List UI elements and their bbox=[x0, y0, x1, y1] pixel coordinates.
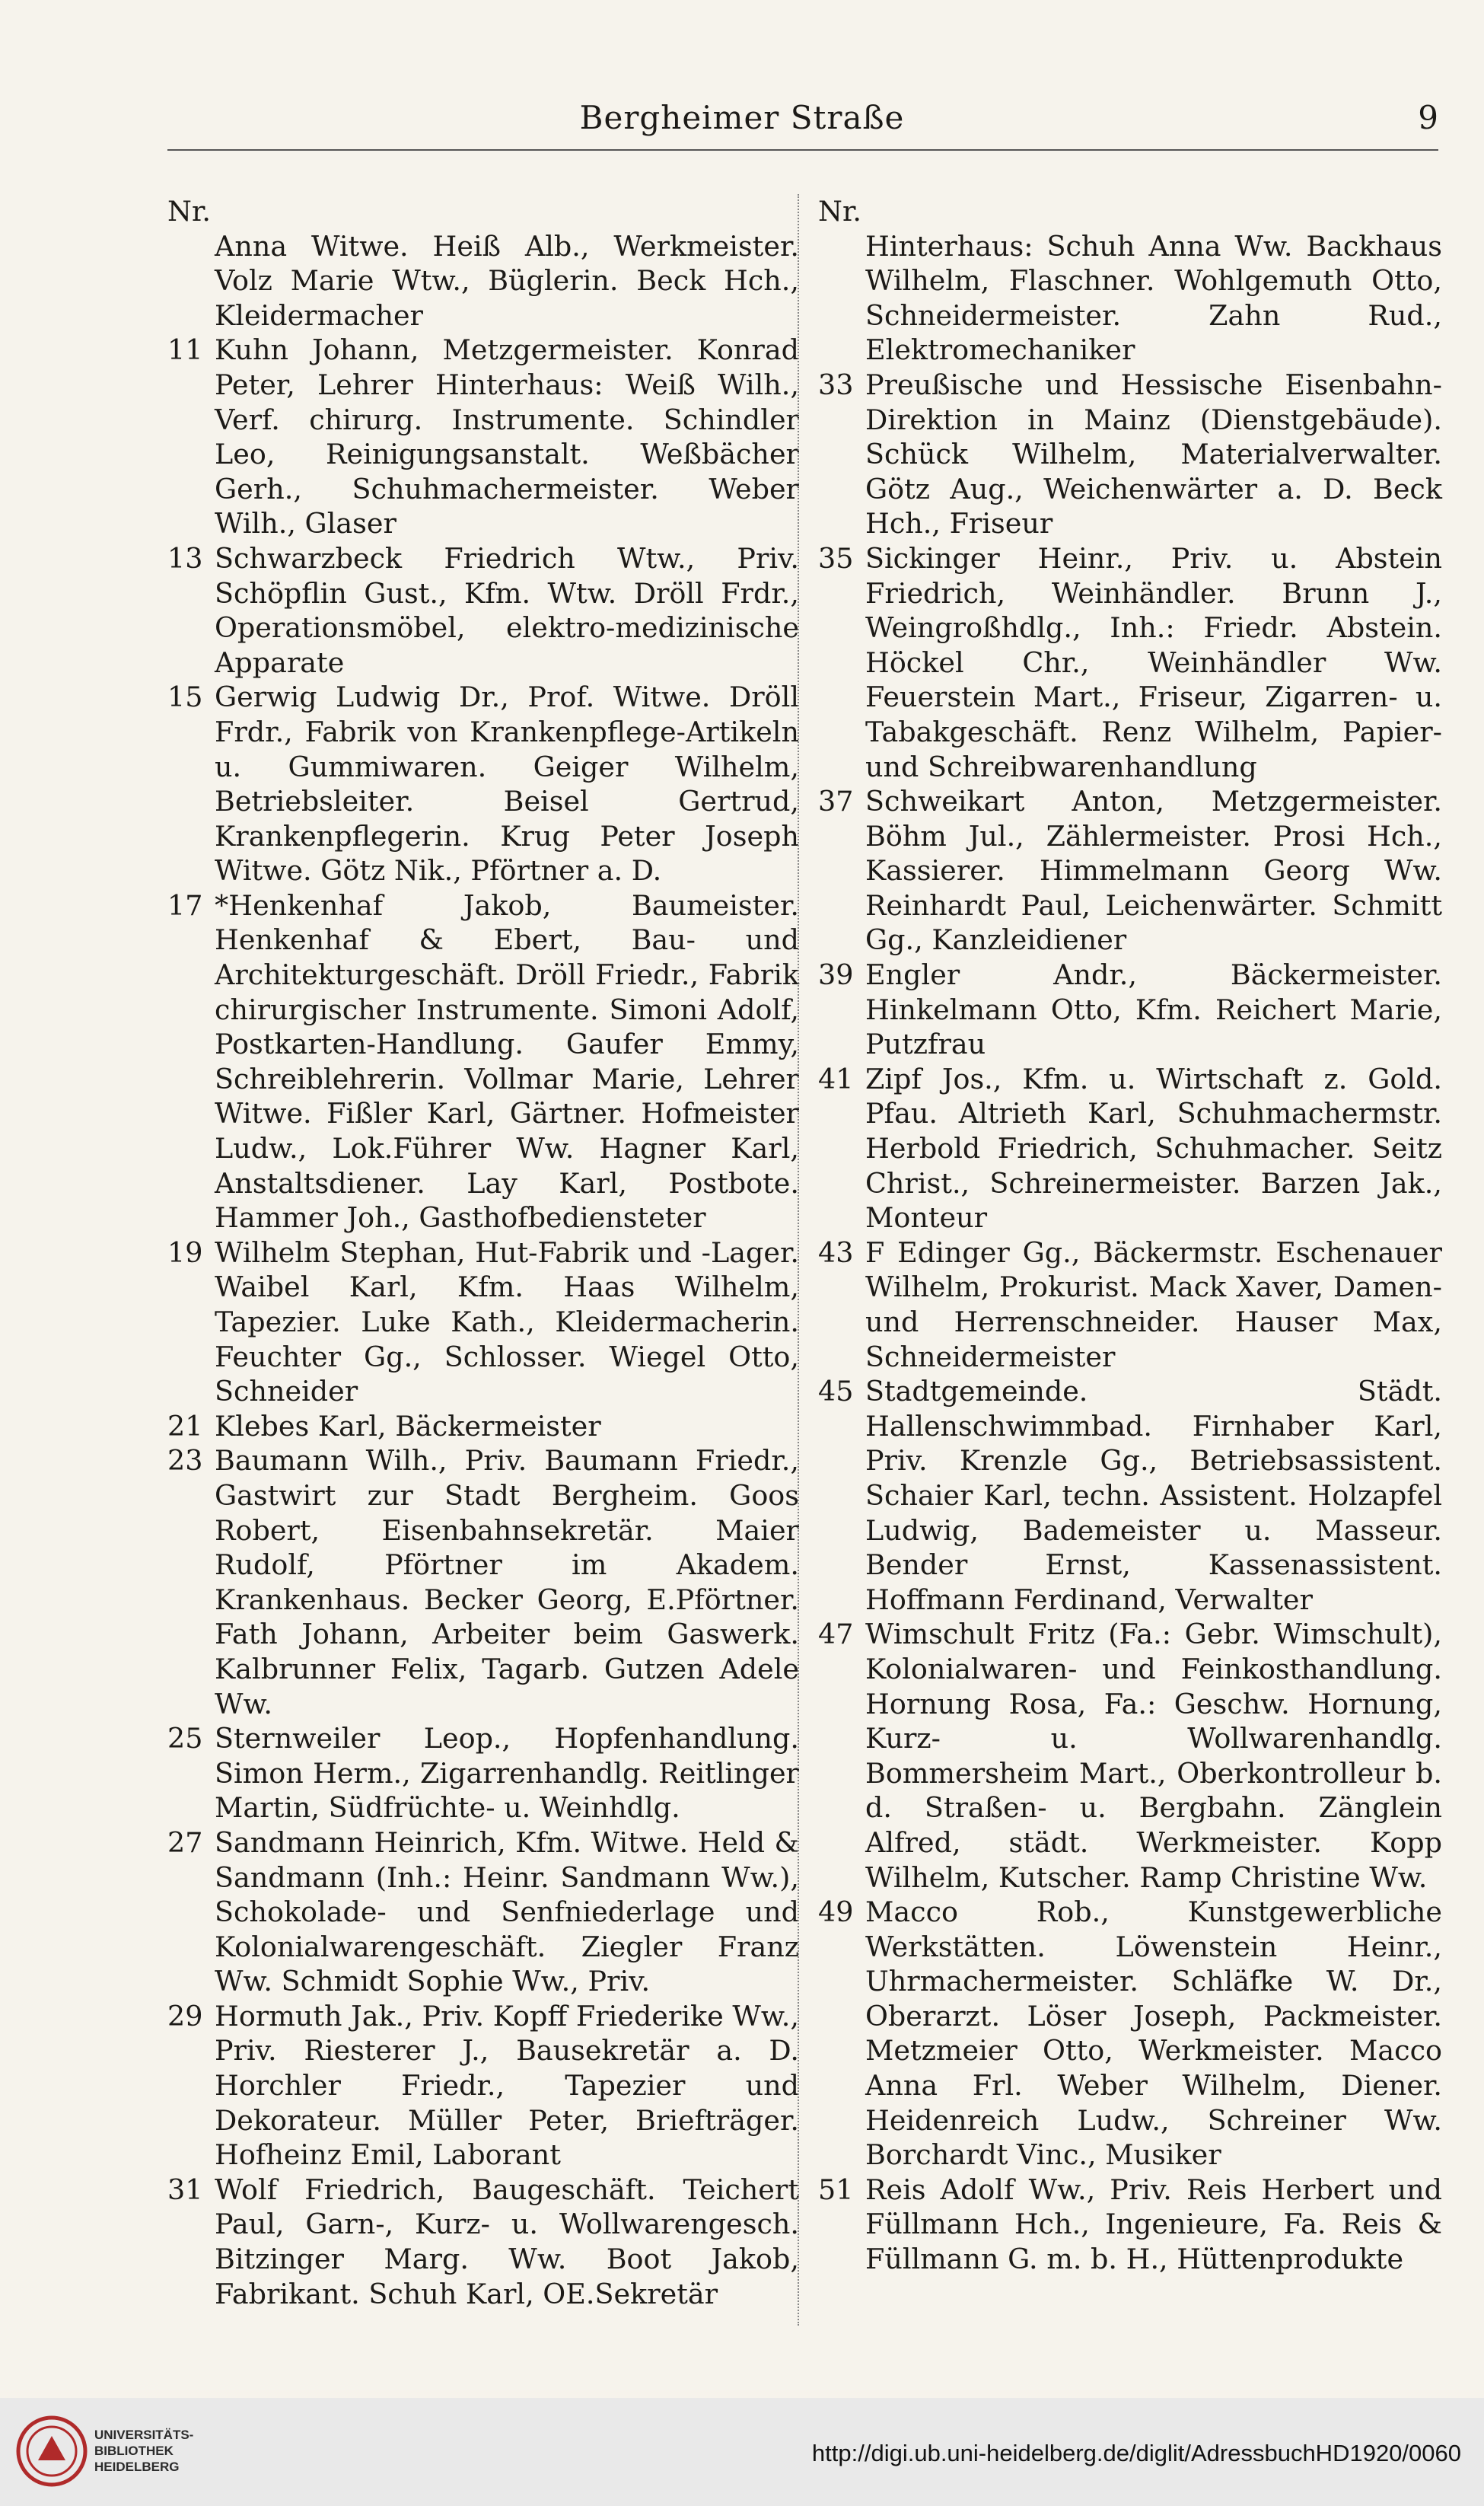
house-number: 23 bbox=[167, 1444, 203, 1478]
left-column bbox=[167, 194, 799, 2311]
resident-listing: Schwarzbeck Friedrich Wtw., Priv. Schöpflin Gust., Kfm. Wtw. Dröll Frdr., Operationsmöbel, elektro-medizinische Apparate bbox=[215, 541, 799, 679]
continuation-text: Anna Witwe. Heiß Alb., Werkmeister. Volz Marie Wtw., Büglerin. Beck Hch., Kleidermacher bbox=[215, 229, 799, 332]
list-item bbox=[818, 1895, 1442, 2173]
resident-listing: Gerwig Ludwig Dr., Prof. Witwe. Dröll Frdr., Fabrik von Krankenpflege-Artikeln u. Gummiwaren. Geiger Wilhelm, Betriebsleiter. Beisel Gertrud, Krankenpflegerin. Krug Peter Joseph Witwe. Götz Nik., Pförtner a. D. bbox=[215, 681, 799, 888]
list-item bbox=[818, 2173, 1442, 2277]
resident-listing: Wolf Friedrich, Baugeschäft. Teichert Paul, Garn-, Kurz- u. Wollwarengesch. Bitzinger Marg. Ww. Boot Jakob, Fabrikant. Schuh Karl, OE.Sekretär bbox=[215, 2173, 799, 2310]
house-number: 17 bbox=[167, 888, 203, 922]
house-number: 51 bbox=[818, 2173, 854, 2206]
list-item bbox=[818, 1062, 1442, 1235]
resident-listing: Engler Andr., Bäckermeister. Hinkelmann Otto, Kfm. Reichert Marie, Putzfrau bbox=[865, 958, 1442, 1061]
house-number: 31 bbox=[167, 2173, 203, 2206]
resident-listing: Wimschult Fritz (Fa.: Gebr. Wimschult), Kolonialwaren- und Feinkosthandlung. Hornung Rosa, Fa.: Geschw. Hornung, Kurz- u. Wollwarenhandlg. Bommersheim Mart., Oberkontrolleur b. d. Straßen- u. Bergbahn. Zänglein Alfred, städt. Werkmeister. Kopp Wilhelm, Kutscher. Ramp Christine Ww. bbox=[865, 1618, 1442, 1894]
list-item bbox=[167, 1443, 799, 1721]
continuation-text: Hinterhaus: Schuh Anna Ww. Backhaus Wilhelm, Flaschner. Wohlgemuth Otto, Schneidermeister. Zahn Rud., Elektromechaniker bbox=[865, 229, 1442, 367]
resident-listing: *Henkenhaf Jakob, Baumeister. Henkenhaf & Ebert, Bau- und Architekturgeschäft. Dröll Friedr., Fabrik chirurgischer Instrumente. Simoni Adolf, Postkarten-Handlung. Gaufer Emmy, Schreiblehrerin. Vollmar Marie, Lehrer Witwe. Fißler Karl, Gärtner. Hofmeister Ludw., Lok.Führer Ww. Hagner Karl, Anstaltsdiener. Lay Karl, Postbote. Hammer Joh., Gasthofbediensteter bbox=[215, 888, 799, 1235]
list-item bbox=[818, 1617, 1442, 1895]
resident-listing: Reis Adolf Ww., Priv. Reis Herbert und Füllmann Hch., Ingenieure, Fa. Reis & Füllmann G. m. b. H., Hüttenprodukte bbox=[865, 2173, 1442, 2276]
house-number: 11 bbox=[167, 333, 203, 367]
resident-listing: Stadtgemeinde. Städt. Hallenschwimmbad. Firnhaber Karl, Priv. Krenzle Gg., Betriebsassistent. Schaier Karl, techn. Assistent. Holzapfel Ludwig, Bademeister u. Masseur. Bender Ernst, Kassenassistent. Hoffmann Ferdinand, Verwalter bbox=[865, 1375, 1442, 1616]
nr-label: Nr. bbox=[167, 195, 211, 228]
list-item bbox=[167, 541, 799, 680]
house-number: 21 bbox=[167, 1409, 203, 1443]
logo-line: BIBLIOTHEK bbox=[94, 2444, 174, 2458]
house-number: 39 bbox=[818, 958, 854, 992]
right-column bbox=[818, 194, 1442, 2277]
column-divider bbox=[798, 194, 799, 2326]
list-item bbox=[818, 368, 1442, 541]
house-number: 15 bbox=[167, 681, 203, 714]
list-item bbox=[167, 1825, 799, 1999]
resident-listing: Schweikart Anton, Metzgermeister. Böhm Jul., Zählermeister. Prosi Hch., Kassierer. Himmelmann Georg Ww. Reinhardt Paul, Leichenwärter. Schmitt Gg., Kanzleidiener bbox=[865, 785, 1442, 957]
logo-line: UNIVERSITÄTS- bbox=[94, 2428, 194, 2442]
resident-listing: Sternweiler Leop., Hopfenhandlung. Simon Herm., Zigarrenhandlg. Reitlinger Martin, Südfrüchte- u. Weinhdlg. bbox=[215, 1722, 799, 1825]
list-item bbox=[818, 958, 1442, 1062]
house-number: 29 bbox=[167, 1999, 203, 2033]
house-number: 45 bbox=[818, 1375, 854, 1408]
house-number: 25 bbox=[167, 1722, 203, 1755]
house-number: 19 bbox=[167, 1235, 203, 1269]
resident-listing: Baumann Wilh., Priv. Baumann Friedr., Gastwirt zur Stadt Bergheim. Goos Robert, Eisenbahnsekretär. Maier Rudolf, Pförtner im Akadem. Krankenhaus. Becker Georg, E.Pförtner. Fath Johann, Arbeiter beim Gaswerk. Kalbrunner Felix, Tagarb. Gutzen Adele Ww. bbox=[215, 1444, 799, 1720]
house-number: 33 bbox=[818, 368, 854, 401]
list-item bbox=[167, 888, 799, 1235]
house-number: 35 bbox=[818, 541, 854, 575]
resident-listing: Zipf Jos., Kfm. u. Wirtschaft z. Gold. Pfau. Altrieth Karl, Schuhmachermstr. Herbold Friedrich, Schuhmacher. Seitz Christ., Schreinermeister. Barzen Jak., Monteur bbox=[865, 1062, 1442, 1235]
house-number: 47 bbox=[818, 1618, 854, 1651]
list-item bbox=[167, 2173, 799, 2311]
list-item bbox=[167, 1235, 799, 1409]
house-number: 13 bbox=[167, 541, 203, 575]
house-number: 43 bbox=[818, 1235, 854, 1269]
resident-listing: Kuhn Johann, Metzgermeister. Konrad Peter, Lehrer Hinterhaus: Weiß Wilh., Verf. chirurg. Instrumente. Schindler Leo, Reinigungsanstalt. Weßbächer Gerh., Schuhmachermeister. Weber Wilh., Glaser bbox=[215, 333, 799, 540]
house-number: 27 bbox=[167, 1825, 203, 1859]
footer bbox=[0, 2398, 1484, 2506]
logo-line: HEIDELBERG bbox=[94, 2460, 180, 2474]
house-number: 41 bbox=[818, 1062, 854, 1095]
resident-listing: Klebes Karl, Bäckermeister bbox=[215, 1409, 601, 1443]
page-header bbox=[0, 91, 1484, 145]
source-url-link[interactable]: http://digi.ub.uni-heidelberg.de/diglit/AdressbuchHD1920/0060 bbox=[811, 2440, 1461, 2466]
house-number: 37 bbox=[818, 785, 854, 818]
list-item bbox=[818, 541, 1442, 784]
resident-listing: Sickinger Heinr., Priv. u. Abstein Friedrich, Weinhändler. Brunn J., Weingroßhdlg., Inh.: Friedr. Abstein. Höckel Chr., Weinhändler Ww. Feuerstein Mart., Friseur, Zigarren- u. Tabakgeschäft. Renz Wilhelm, Papier- und Schreibwarenhandlung bbox=[865, 541, 1442, 783]
resident-listing: Hormuth Jak., Priv. Kopff Friederike Ww., Priv. Riesterer J., Bausekretär a. D. Horchler Friedr., Tapezier und Dekorateur. Müller Peter, Briefträger. Hofheinz Emil, Laborant bbox=[215, 1999, 799, 2172]
library-logo bbox=[15, 2407, 205, 2497]
entry-list bbox=[818, 368, 1442, 2277]
list-item bbox=[167, 1721, 799, 1825]
resident-listing: Wilhelm Stephan, Hut-Fabrik und -Lager. Waibel Karl, Kfm. Haas Wilhelm, Tapezier. Luke Kath., Kleidermacherin. Feuchter Gg., Schlosser. Wiegel Otto, Schneider bbox=[215, 1235, 799, 1408]
nr-label: Nr. bbox=[818, 195, 861, 228]
resident-listing: Preußische und Hessische Eisenbahn-Direktion in Mainz (Dienstgebäude). Schück Wilhelm, Materialverwalter. Götz Aug., Weichenwärter a. D. Beck Hch., Friseur bbox=[865, 368, 1442, 540]
list-item bbox=[818, 784, 1442, 958]
list-item bbox=[818, 1374, 1442, 1617]
list-item bbox=[167, 333, 799, 541]
list-item bbox=[167, 1409, 799, 1444]
library-seal-icon bbox=[15, 2415, 88, 2488]
page-title: Bergheimer Straße bbox=[579, 99, 905, 136]
resident-listing: Sandmann Heinrich, Kfm. Witwe. Held & Sandmann (Inh.: Heinr. Sandmann Ww.), Schokolade- und Senfniederlage und Kolonialwarengeschäft. Ziegler Franz Ww. Schmidt Sophie Ww., Priv. bbox=[215, 1825, 799, 1998]
resident-listing: F Edinger Gg., Bäckermstr. Eschenauer Wilhelm, Prokurist. Mack Xaver, Damen- und Herrenschneider. Hauser Max, Schneidermeister bbox=[865, 1235, 1442, 1373]
page-number: 9 bbox=[1418, 99, 1438, 136]
house-number: 49 bbox=[818, 1895, 854, 1929]
list-item bbox=[167, 680, 799, 888]
header-rule bbox=[167, 149, 1438, 151]
entry-list bbox=[167, 333, 799, 2311]
list-item bbox=[167, 1999, 799, 2173]
resident-listing: Macco Rob., Kunstgewerbliche Werkstätten. Löwenstein Heinr., Uhrmachermeister. Schläfke W. Dr., Oberarzt. Löser Joseph, Packmeister. Metzmeier Otto, Werkmeister. Macco Anna Frl. Weber Wilhelm, Diener. Heidenreich Ludw., Schreiner Ww. Borchardt Vinc., Musiker bbox=[865, 1895, 1442, 2172]
list-item bbox=[818, 1235, 1442, 1374]
